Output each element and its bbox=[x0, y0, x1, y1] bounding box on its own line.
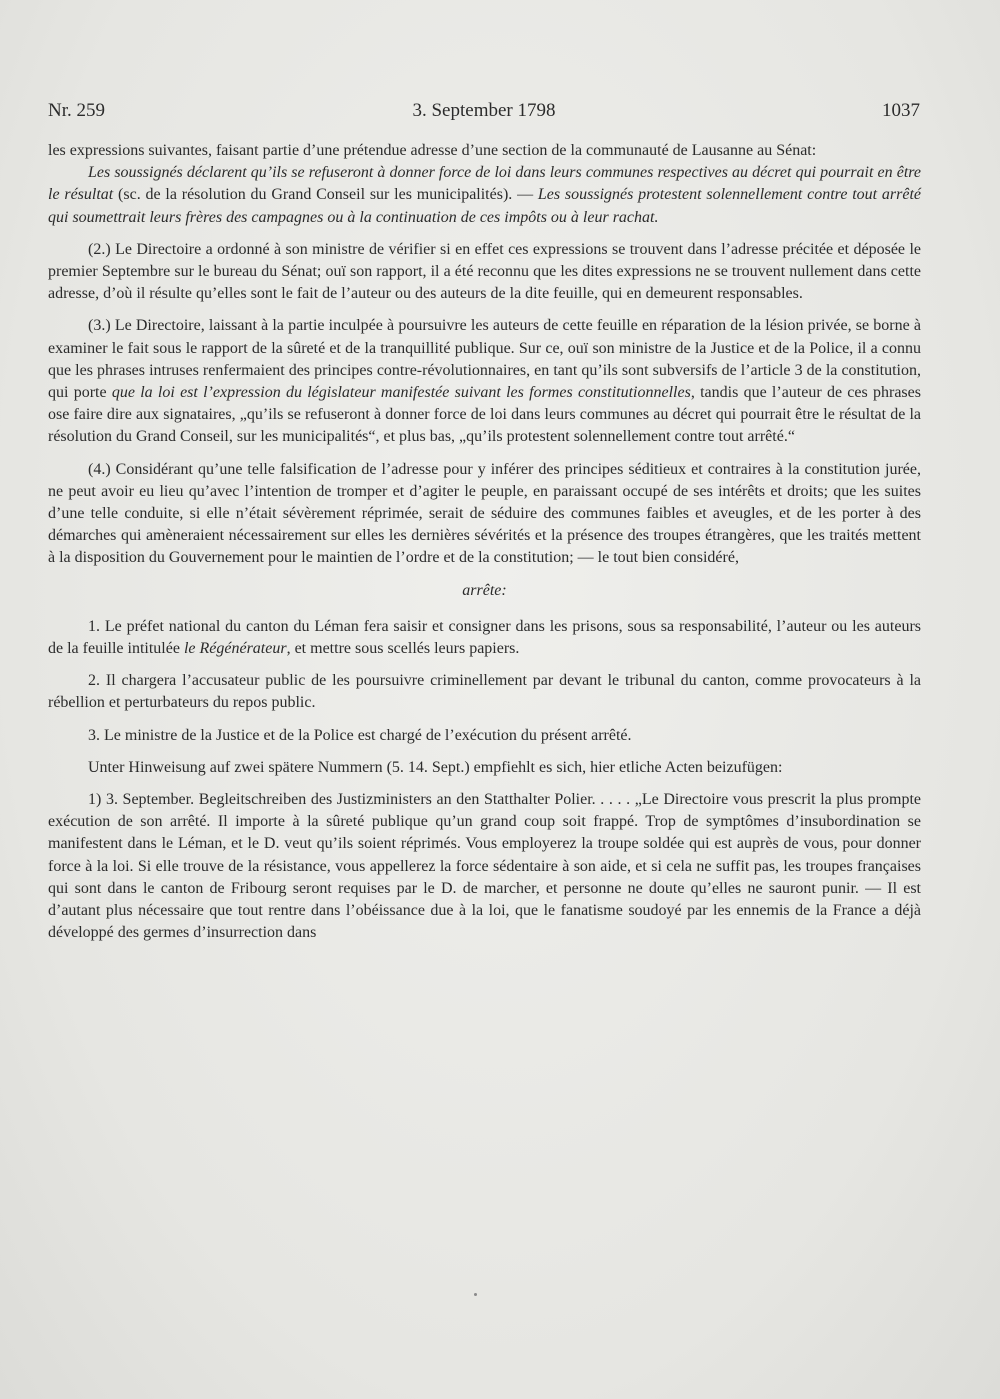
page-number: 1037 bbox=[882, 100, 920, 121]
header-date: 3. September 1798 bbox=[412, 100, 556, 121]
article-1-text-b: , et mettre sous scellés leurs papiers. bbox=[286, 640, 520, 658]
paragraph-unter: Unter Hinweisung auf zwei spätere Nummern (5. 14. Sept.) empfiehlt es sich, hier etliche Acten beizufügen: bbox=[88, 758, 783, 776]
paragraph-quote bbox=[48, 162, 921, 229]
paragraph-last: 1) 3. September. Begleitschreiben des Justizministers an den Statthalter Polier. . . . . „Le Directoire vous prescrit la plus prompte exécution de son arrêté. Il importe à la sûreté publique qu’un grand coup soit frappé. Trop de symptômes d’insubordination se manifestent dans le Léman, et le D. veut qu’ils soient réprimés. Vous employerez la troupe soldée qui est auprès de vous, pour donner force à la loi. Si elle trouve de la résistance, vous appellerez la force sédentaire à son aide, et si cela ne suffit pas, les troupes françaises qui sont dans le canton de Fribourg seront requises par le D. de marcher, et personne ne doute qu’elles ne sauront punir. — Il est d’autant plus nécessaire que tout rentre dans l’obéissance due à la loi, que le fanatisme soudoyé par les ennemis de la France a déjà développé des germes d’insurrection dans bbox=[48, 791, 921, 942]
article-2: 2. Il chargera l’accusateur public de les poursuivre criminellement par devant le tribunal du canton, comme provocateurs à la rébellion et perturbateurs du repos public. bbox=[48, 672, 921, 712]
paragraph-4: (4.) Considérant qu’une telle falsification de l’adresse pour y inférer des principes séditieux et contraires à la constitution jurée, ne peut avoir eu lieu qu’avec l’intention de tromper et d’agiter le peuple, en paraissant occupé de ses intérêts et droits; que les suites d’une telle conduite, si elle n’était sévèrement réprimée, serait de séduire des communes faibles et aveugles, et de les porter à des démarches qui amèneraient nécessairement sur elles les dernières sévérités et la présence des troupes étrangères, que les traités mettent à la disposition du Gouvernement pour le maintien de l’ordre et de la constitution; — le tout bien considéré, bbox=[48, 460, 921, 567]
article-1 bbox=[48, 616, 921, 660]
paragraph-3-text-b: , tandis que l’auteur de ces phrases ose faire dire aux signataires, „qu’ils se refuseront à donner force de loi dans leurs communes au décret qui pourrait être le résultat de la résolution du Grand Conseil, sur les municipalités“, et plus bas, „qu’ils protestent solennellement contre tout arrêté.“ bbox=[48, 384, 921, 446]
article-1-italic: le Régénérateur bbox=[183, 640, 287, 658]
document-body bbox=[48, 140, 921, 945]
paragraph-3 bbox=[48, 315, 921, 448]
quote-italic-b: Les soussignés protestent solennellement contre tout arrêté qui soumettrait leurs frères des campagnes ou à la continuation de ces impôts ou à leur rachat. bbox=[48, 186, 922, 226]
article-3: 3. Le ministre de la Justice et de la Police est chargé de l’exécution du présent arrêté. bbox=[88, 726, 632, 744]
paragraph-2: (2.) Le Directoire a ordonné à son ministre de vérifier si en effet ces expressions se trouvent dans l’adresse précitée et déposée le premier Septembre sur le bureau du Sénat; ouï son rapport, il a été reconnu que les dites expressions ne se trouvent nullement dans cette adresse, d’où il résulte qu’elles sont le fait de l’auteur ou des auteurs de la dite feuille, qui en demeurent responsables. bbox=[48, 240, 921, 303]
page-header bbox=[48, 100, 920, 126]
quote-roman: (sc. de la résolution du Grand Conseil sur les municipalités). — bbox=[113, 186, 538, 204]
document-number: Nr. 259 bbox=[48, 100, 105, 121]
paragraph-3-text-a: (3.) Le Directoire, laissant à la partie inculpée à poursuivre les auteurs de cette feuille en réparation de la lésion privée, se borne à examiner le fait sous le rapport de la sûreté et de la tranquillité publique. Sur ce, ouï son ministre de la Justice et de la Police, il a connu que les phrases intruses renfermaient des principes contre-révolutionnaires, en tant qu’ils sont subversifs de l’article 3 de la constitution, qui porte bbox=[48, 317, 921, 402]
article-1-text-a: 1. Le préfet national du canton du Léman fera saisir et consigner dans les prisons, sous sa responsabilité, l’auteur ou les auteurs de la feuille intitulée bbox=[48, 617, 921, 658]
page-speck bbox=[474, 1293, 477, 1296]
arrete-heading: arrête: bbox=[462, 581, 507, 599]
paragraph-3-italic: que la loi est l’expression du législateur manifestée suivant les formes constitutionnelles bbox=[111, 384, 691, 402]
paragraph-intro: les expressions suivantes, faisant partie d’une prétendue adresse d’une section de la communauté de Lausanne au Sénat: bbox=[48, 142, 817, 159]
quote-italic-a: Les soussignés déclarent qu’ils se refuseront à donner force de loi dans leurs communes respectives au décret qui pourrait en être le résultat bbox=[48, 164, 921, 204]
